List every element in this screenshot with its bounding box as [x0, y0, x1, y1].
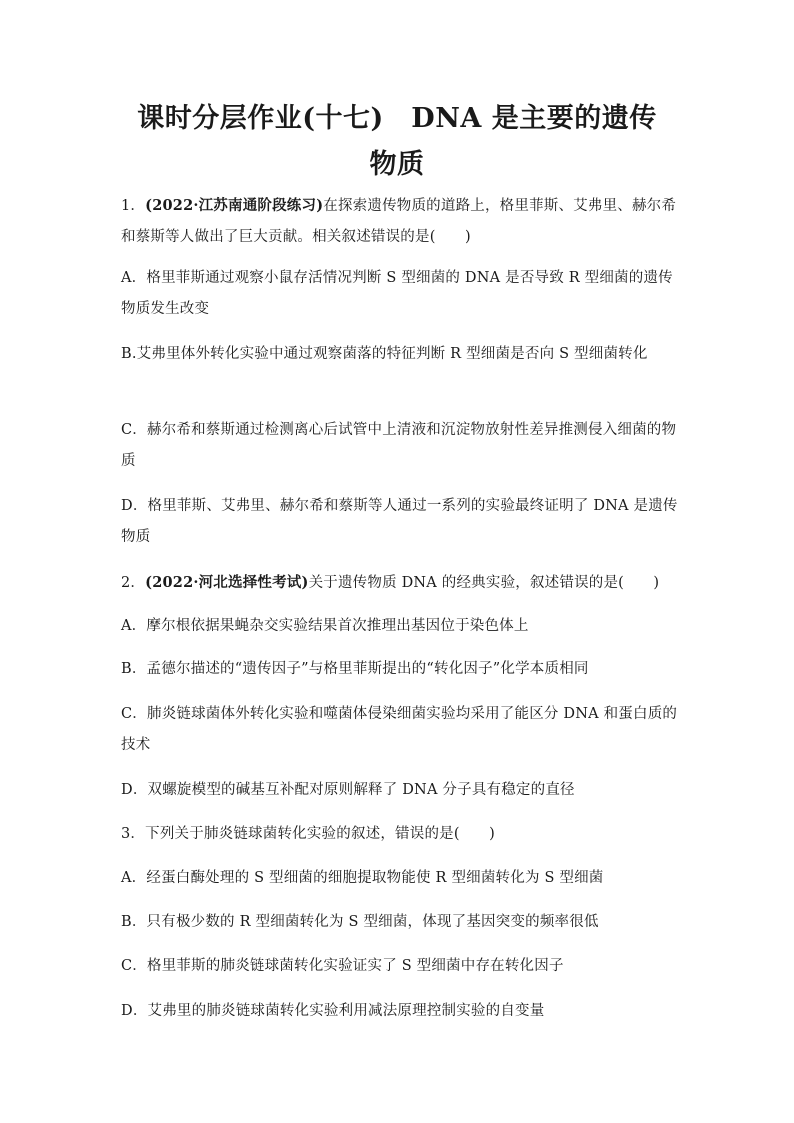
question-1-option-b: B.艾弗里体外转化实验中通过观察菌落的特征判断 R 型细菌是否向 S 型细菌转化: [121, 346, 648, 362]
question-text: 关于遗传物质 DNA 的经典实验，叙述错误的是( ): [308, 575, 660, 591]
question-number: 2．: [121, 575, 146, 591]
title-line-1: 课时分层作业(十七) DNA 是主要的遗传: [137, 103, 657, 134]
question-3-option-a: A．经蛋白酶处理的 S 型细菌的细胞提取物能使 R 型细菌转化为 S 型细菌: [121, 870, 604, 886]
question-1-option-a: A．格里菲斯通过观察小鼠存活情况判断 S 型细菌的 DNA 是否导致 R 型细菌的遗传物质发生改变: [121, 270, 673, 317]
question-source: (2022·河北选择性考试): [145, 574, 309, 591]
question-text: 在探索遗传物质的道路上，格里菲斯、艾弗里、赫尔希和蔡斯等人做出了巨大贡献。相关叙述错误的是( ): [121, 198, 677, 245]
question-1-option-d: D．格里菲斯、艾弗里、赫尔希和蔡斯等人通过一系列的实验最终证明了 DNA 是遗传物质: [121, 498, 678, 545]
question-3-option-c: C．格里菲斯的肺炎链球菌转化实验证实了 S 型细菌中存在转化因子: [121, 958, 564, 974]
question-2-option-c: C．肺炎链球菌体外转化实验和噬菌体侵染细菌实验均采用了能区分 DNA 和蛋白质的技术: [121, 706, 678, 753]
question-2-stem: [121, 567, 681, 599]
question-number: 3．: [121, 826, 146, 842]
title-line-2: 物质: [369, 149, 425, 180]
question-text: 下列关于肺炎链球菌转化实验的叙述，错误的是( ): [145, 826, 495, 842]
question-2-option-b: B．孟德尔描述的“遗传因子”与格里菲斯提出的“转化因子”化学本质相同: [121, 661, 589, 677]
question-1-option-c: C．赫尔希和蔡斯通过检测离心后试管中上清液和沉淀物放射性差异推测侵入细菌的物质: [121, 422, 677, 469]
question-source: (2022·江苏南通阶段练习): [145, 197, 324, 214]
question-2-option-d: D．双螺旋模型的碱基互补配对原则解释了 DNA 分子具有稳定的直径: [121, 782, 575, 798]
question-3-option-d: D．艾弗里的肺炎链球菌转化实验利用减法原理控制实验的自变量: [121, 1003, 545, 1019]
page-title: [120, 96, 674, 188]
question-3-stem: [121, 818, 681, 850]
question-number: 1．: [121, 198, 146, 214]
question-3-option-b: B．只有极少数的 R 型细菌转化为 S 型细菌，体现了基因突变的频率很低: [121, 914, 599, 930]
question-1-stem: [121, 190, 681, 253]
question-2-option-a: A．摩尔根依据果蝇杂交实验结果首次推理出基因位于染色体上: [121, 618, 529, 634]
